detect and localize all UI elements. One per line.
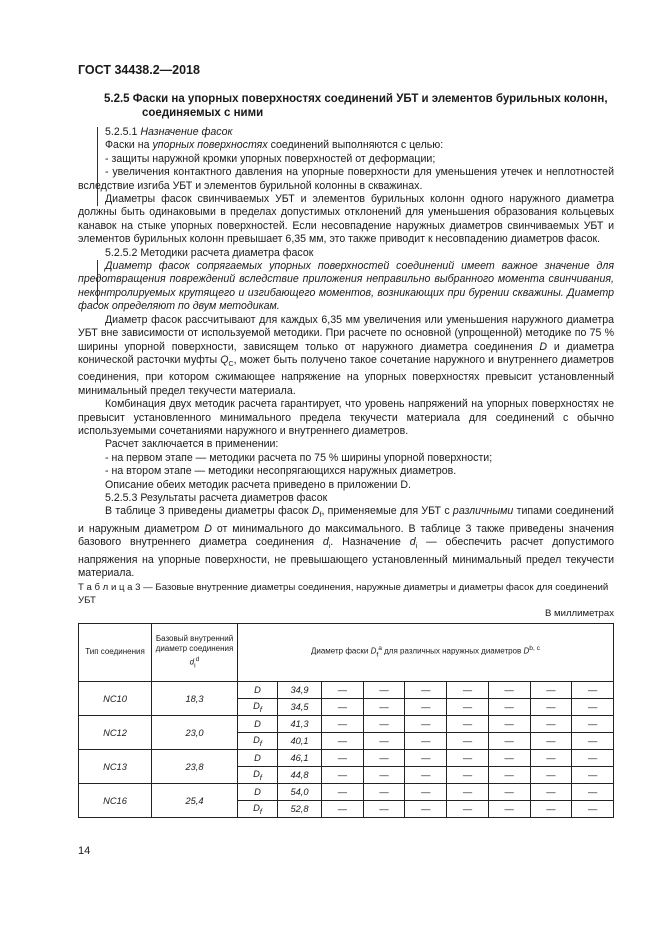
- cell-df-value: 52,8: [278, 801, 322, 818]
- cell-dash: —: [488, 801, 530, 818]
- cell-dash: —: [530, 750, 572, 767]
- cell-dash: —: [363, 682, 405, 699]
- cell-label-df: $D_f$: [238, 801, 278, 818]
- paragraph: Расчет заключается в применении:: [105, 438, 279, 451]
- section-title-line2: соединяемых с ними: [142, 107, 264, 119]
- cell-label-d: D: [238, 784, 278, 801]
- cell-df-value: 34,5: [278, 699, 322, 716]
- cell-type: NC12: [79, 716, 152, 750]
- cell-dash: —: [530, 716, 572, 733]
- table-row: [79, 682, 614, 699]
- table-row: [79, 716, 614, 733]
- cell-dash: —: [322, 682, 364, 699]
- cell-inner-diameter: 18,3: [152, 682, 238, 716]
- cell-dash: —: [530, 767, 572, 784]
- cell-d-value: 34,9: [278, 682, 322, 699]
- table-row: [79, 784, 614, 801]
- paragraph: Диаметр фасок рассчитывают для каждых 6,35 мм увеличения или уменьшения наружного диаметра УБТ вне зависимости от используемой методики. При расчете по основной (упрощенной) методике по 75 % ширины упорной поверхности, зависящем только от наружного диаметра соединения D и диаметра конической расточки муфты $Q_C$, может быть получено такое сочетание наружного и внутреннего диаметров соединения, при котором сжимающее напряжение на упорных поверхностях превысит установленный минимальный предел текучести материала.: [78, 313, 614, 397]
- cell-dash: —: [447, 699, 489, 716]
- cell-dash: —: [447, 784, 489, 801]
- cell-dash: —: [405, 767, 447, 784]
- list-item: - увеличения контактного давления на упорные поверхности для уменьшения утечек и неплотностей вследствие изгиба УБТ и элементов бурильной колонны в скважинах.: [78, 166, 614, 192]
- cell-dash: —: [572, 699, 614, 716]
- subsection-5-2-5-1: 5.2.5.1 Назначение фасок: [105, 126, 233, 138]
- list-item: - защиты наружной кромки упорных поверхностей от деформации;: [105, 152, 436, 165]
- cell-dash: —: [530, 733, 572, 750]
- cell-dash: —: [405, 716, 447, 733]
- chamfer-table: [78, 623, 614, 818]
- paragraph: Диаметр фасок сопрягаемых упорных поверхностей соединений имеет важное значение для предотвращения повреждений вследствие приложения неправильно выбранного момента свинчивания, неконтролируемых крутящего и изгибающего моментов, возникающих при бурении скважины. Диаметр фасок определяют по двум методикам.: [78, 260, 614, 313]
- cell-dash: —: [363, 699, 405, 716]
- cell-label-df: $D_f$: [238, 733, 278, 750]
- page-number: 14: [78, 845, 91, 857]
- cell-dash: —: [322, 784, 364, 801]
- cell-dash: —: [488, 716, 530, 733]
- col-header-type: Тип соединения: [79, 624, 152, 682]
- cell-dash: —: [447, 767, 489, 784]
- cell-inner-diameter: 23,8: [152, 750, 238, 784]
- cell-d-value: 41,3: [278, 716, 322, 733]
- cell-df-value: 44,8: [278, 767, 322, 784]
- cell-dash: —: [363, 733, 405, 750]
- units-label: В миллиметрах: [544, 608, 614, 619]
- cell-dash: —: [363, 801, 405, 818]
- cell-dash: —: [488, 682, 530, 699]
- section-title: [104, 92, 614, 120]
- paragraph: Описание обеих методик расчета приведено в приложении D.: [105, 478, 411, 491]
- cell-dash: —: [405, 750, 447, 767]
- cell-dash: —: [572, 750, 614, 767]
- cell-dash: —: [572, 716, 614, 733]
- cell-label-df: $D_f$: [238, 699, 278, 716]
- col-header-chamfer: Диаметр фаски $D_f^a$ для различных наружных диаметров D$^{b, c}$: [238, 624, 614, 682]
- subsection-5-2-5-2: 5.2.5.2 Методики расчета диаметра фасок: [105, 246, 314, 259]
- col-header-inner-diameter: Базовый внутренний диаметр соединения $d_i^d$: [152, 624, 238, 682]
- cell-dash: —: [488, 699, 530, 716]
- cell-dash: —: [363, 716, 405, 733]
- cell-d-value: 46,1: [278, 750, 322, 767]
- paragraph: В таблице 3 приведены диаметры фасок $D_f$, применяемые для УБТ с различными типами соединений и наружным диаметром D от минимального до максимального. В таблице 3 также приведены значения базового внутреннего диаметра соединения $d_i$. Назначение $d_i$ — обеспечить расчет допустимого напряжения на упорные поверхности, не превышающего установленный минимальный предел текучести материала.: [78, 505, 614, 580]
- cell-dash: —: [405, 682, 447, 699]
- cell-d-value: 54,0: [278, 784, 322, 801]
- cell-dash: —: [530, 784, 572, 801]
- cell-dash: —: [322, 767, 364, 784]
- cell-dash: —: [447, 750, 489, 767]
- cell-dash: —: [322, 733, 364, 750]
- cell-dash: —: [405, 733, 447, 750]
- cell-dash: —: [488, 733, 530, 750]
- cell-dash: —: [363, 767, 405, 784]
- cell-dash: —: [447, 801, 489, 818]
- cell-type: NC16: [79, 784, 152, 818]
- subsection-5-2-5-3: 5.2.5.3 Результаты расчета диаметров фасок: [105, 492, 328, 505]
- body-text: [78, 126, 614, 581]
- table-caption: Т а б л и ц а 3 — Базовые внутренние диаметры соединения, наружные диаметры и диаметры фасок для соединений УБТ: [78, 582, 609, 606]
- cell-dash: —: [572, 801, 614, 818]
- cell-dash: —: [322, 801, 364, 818]
- cell-dash: —: [363, 750, 405, 767]
- cell-dash: —: [322, 750, 364, 767]
- paragraph: Диаметры фасок свинчиваемых УБТ и элементов бурильных колонн одного наружного диаметра должны быть одинаковыми в пределах допустимых отклонений для уменьшения образования кольцевых канавок на стыке упорных поверхностей. Если несовпадение наружных диаметров свинчиваемых УБТ и элементов бурильных колонн превышает 6,35 мм, это также приводит к несовпадению диаметров фасок.: [78, 193, 614, 246]
- cell-type: NC13: [79, 750, 152, 784]
- cell-dash: —: [488, 767, 530, 784]
- section-title-line1: 5.2.5 Фаски на упорных поверхностях соединений УБТ и элементов бурильных колонн,: [104, 93, 608, 105]
- list-item: - на первом этапе — методики расчета по 75 % ширины упорной поверхности;: [105, 451, 493, 464]
- cell-dash: —: [405, 699, 447, 716]
- cell-label-d: D: [238, 682, 278, 699]
- cell-dash: —: [530, 682, 572, 699]
- paragraph: Комбинация двух методик расчета гарантирует, что уровень напряжений на упорных поверхностях не превысит установленного минимального предела текучести материала для соединений с обычно используемыми сочетаниями наружного и внутреннего диаметров.: [78, 398, 614, 438]
- cell-dash: —: [530, 699, 572, 716]
- cell-dash: —: [447, 733, 489, 750]
- cell-inner-diameter: 25,4: [152, 784, 238, 818]
- cell-label-d: D: [238, 750, 278, 767]
- cell-dash: —: [572, 784, 614, 801]
- cell-dash: —: [405, 784, 447, 801]
- table-header-row: [79, 624, 614, 682]
- cell-dash: —: [572, 767, 614, 784]
- cell-dash: —: [447, 716, 489, 733]
- list-item: - на втором этапе — методики несопрягающихся наружных диаметров.: [105, 465, 457, 478]
- cell-dash: —: [322, 699, 364, 716]
- cell-dash: —: [572, 733, 614, 750]
- cell-dash: —: [572, 682, 614, 699]
- document-header: ГОСТ 34438.2—2018: [78, 63, 200, 77]
- cell-dash: —: [530, 801, 572, 818]
- cell-dash: —: [363, 784, 405, 801]
- cell-df-value: 40,1: [278, 733, 322, 750]
- paragraph: Фаски на упорных поверхностях соединений выполняются с целью:: [105, 139, 444, 152]
- cell-dash: —: [488, 784, 530, 801]
- cell-dash: —: [488, 750, 530, 767]
- cell-dash: —: [322, 716, 364, 733]
- cell-label-d: D: [238, 716, 278, 733]
- table-row: [79, 750, 614, 767]
- cell-type: NC10: [79, 682, 152, 716]
- cell-inner-diameter: 23,0: [152, 716, 238, 750]
- cell-dash: —: [447, 682, 489, 699]
- cell-dash: —: [405, 801, 447, 818]
- cell-label-df: $D_f$: [238, 767, 278, 784]
